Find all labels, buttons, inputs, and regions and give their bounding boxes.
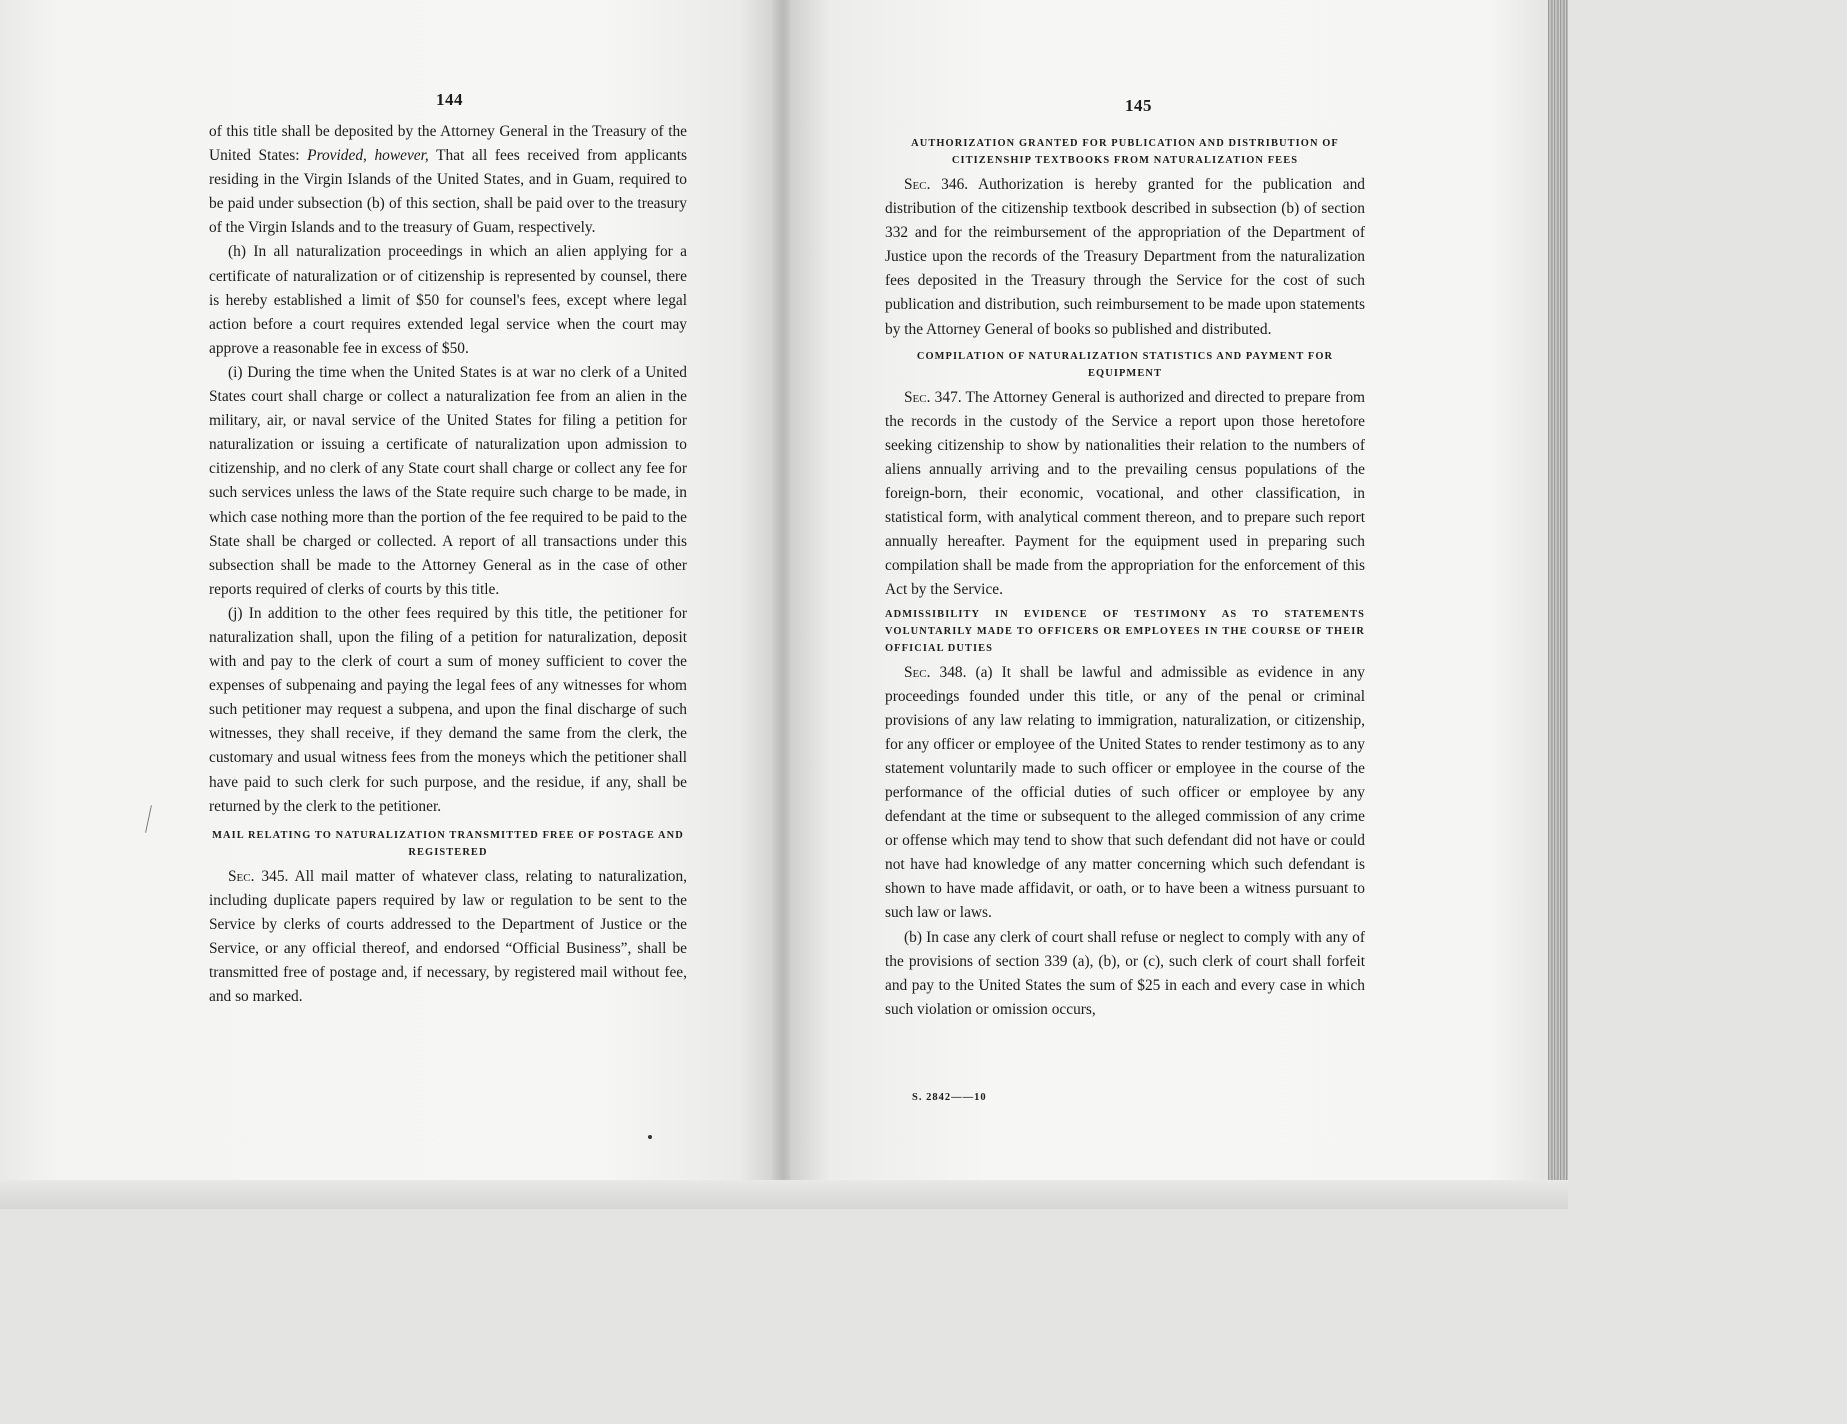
right-page <box>790 0 1550 1209</box>
section-label: Sec. 346. <box>904 176 969 193</box>
heading-sec-347: COMPILATION OF NATURALIZATION STATISTICS AND PAYMENT FOR EQUIPMENT <box>916 350 1334 379</box>
left-page-body <box>209 120 687 1009</box>
paragraph-h: (h) In all naturalization proceedings in which an alien applying for a certificate of naturalization or of citizenship is represented by counsel, there is hereby established a limit of $50 for counsel's fees, except where legal action before a court requires extended legal service when the court may approve a reasonable fee in excess of $50. <box>209 243 687 357</box>
heading-sec-348: ADMISSIBILITY IN EVIDENCE OF TESTIMONY AS TO STATEMENTS VOLUNTARILY MADE TO OFFICERS OR EMPLOYEES IN THE COURSE OF THEIR OFFICIAL DUTIES <box>885 608 1365 654</box>
print-speck <box>648 1135 652 1139</box>
bill-footer: S. 2842——10 <box>912 1092 987 1103</box>
heading-sec-345: MAIL RELATING TO NATURALIZATION TRANSMITTED FREE OF POSTAGE AND REGISTERED <box>212 829 684 858</box>
section-label: Sec. 345. <box>228 867 289 885</box>
heading-sec-346: AUTHORIZATION GRANTED FOR PUBLICATION AND DISTRIBUTION OF CITIZENSHIP TEXTBOOKS FROM NATURALIZATION FEES <box>911 138 1339 166</box>
section-label: Sec. 348. <box>904 663 967 681</box>
bottom-shadow <box>0 1180 1568 1209</box>
page-edges <box>1548 0 1568 1209</box>
section-346: Sec. 346. Authorization is hereby granted for the publication and distribution of the citizenship textbook described in subsection (b) of section 332 and for the reimbursement of the appropriation of the Department of Justice upon the records of the Treasury Department from the naturalization fees deposited in the Treasury through the Service for the cost of such publication and distribution, such reimbursement to be made upon statements by the Attorney General of books so published and distributed. <box>885 176 1365 338</box>
section-348-b: (b) In case any clerk of court shall refuse or neglect to comply with any of the provisions of section 339 (a), (b), or (c), such clerk of court shall forfeit and pay to the United States the sum of $25 in each and every case in which such violation or omission occurs, <box>885 928 1365 1018</box>
page-number-right: 145 <box>1125 96 1152 115</box>
page-number-left: 144 <box>436 90 463 109</box>
paragraph-j: (j) In addition to the other fees required by this title, the petitioner for naturalization shall, upon the filing of a petition for naturalization, deposit with and pay to the clerk of court a sum of money sufficient to cover the expenses of subpenaing and paying the legal fees of any witnesses for whom such petitioner may request a subpena, and upon the final discharge of such witnesses, they shall receive, if they demand the same from the clerk, the customary and usual witness fees from the moneys which the petitioner shall have paid to such clerk for such purpose, and the residue, if any, shall be returned by the clerk to the petitioner. <box>209 604 687 815</box>
section-345: Sec. 345. All mail matter of whatever class, relating to naturalization, including duplicate papers required by law or regulation to be sent to the Service by clerks of courts addressed to the Department of Justice or the Service, or any official thereof, and endorsed “Official Business”, shall be transmitted free of postage and, if necessary, by registered mail without fee, and so marked. <box>209 867 687 1006</box>
left-page <box>0 0 778 1209</box>
pencil-mark <box>145 805 152 833</box>
section-348-a: Sec. 348. (a) It shall be lawful and admissible as evidence in any proceedings founded under this title, or any of the penal or criminal provisions of any law relating to immigration, naturalization, or citizenship, for any officer or employee of the United States to render testimony as to any statement voluntarily made to such officer or employee in the course of the performance of the official duties of such officer or employee by any defendant at the time or subsequent to the alleged commission of any crime or offense which may tend to show that such defendant did not have or could not have had knowledge of any matter concerning which such defendant is shown to have made affidavit, or oath, or to have been a witness pursuant to such law or laws. <box>885 663 1365 922</box>
paragraph-g-continuation: of this title shall be deposited by the Attorney General in the Treasury of the United States: Provided, however, That all fees received from applicants residing in the Virgin Islands of the United States, and in Guam, required to be paid under subsection (b) of this section, shall be paid over to the treasury of the Virgin Islands and to the treasury of Guam, respectively. <box>209 123 687 237</box>
section-label: Sec. 347. <box>904 388 962 406</box>
section-347: Sec. 347. The Attorney General is authorized and directed to prepare from the records in the custody of the Service a report upon those heretofore seeking citizenship to show by nationalities their relation to the numbers of aliens annually arriving and to the prevailing census populations of the foreign-born, their economic, vocational, and other classification, in statistical form, with analytical comment thereon, and to prepare such report annually hereafter. Payment for the equipment used in preparing such compilation shall be made from the appropriation for the enforcement of this Act by the Service. <box>885 388 1366 599</box>
right-page-body <box>885 132 1365 1022</box>
paragraph-i: (i) During the time when the United States is at war no clerk of a United States court shall charge or collect a naturalization fee from an alien in the military, air, or naval service of the United States for filing a petition for naturalization or issuing a certificate of naturalization upon admission to citizenship, and no clerk of any State court shall charge or collect any fee for such services unless the laws of the State require such charge to be made, in which case nothing more than the portion of the fee required to be paid to the State shall be charged or collected. A report of all transactions under this subsection shall be made to the Attorney General as in the case of other reports required of clerks of courts by this title. <box>209 363 687 598</box>
